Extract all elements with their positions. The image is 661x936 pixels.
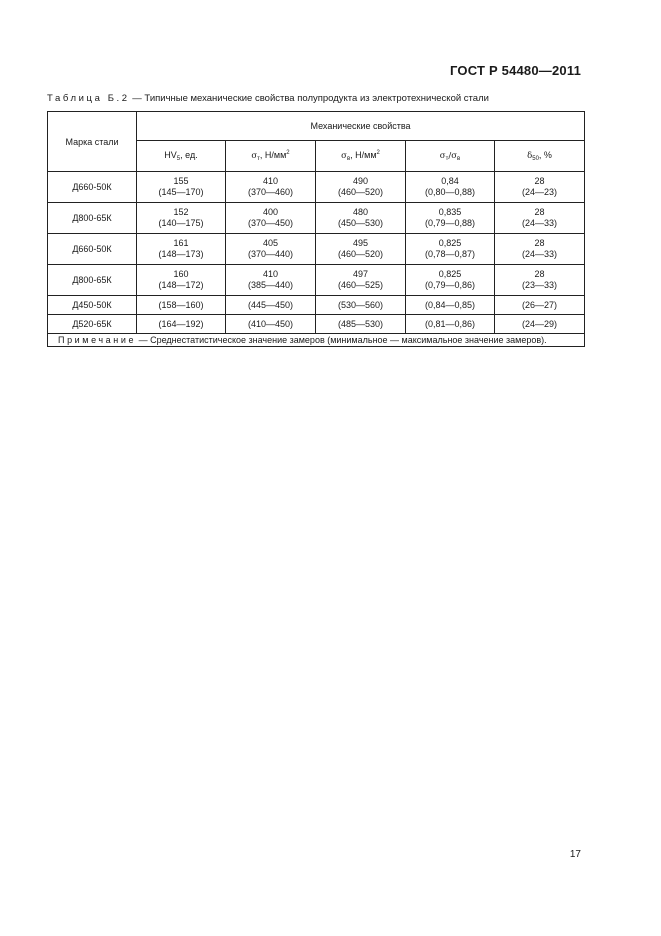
value-cell (495, 234, 585, 265)
value-range: (460—520) (337, 187, 384, 197)
page-number: 17 (569, 849, 581, 860)
typical-value: 410 (262, 269, 279, 279)
value-cell (406, 265, 495, 296)
value-range: (460—520) (337, 249, 384, 259)
typical-value: 410 (262, 176, 279, 186)
value-cell (495, 296, 585, 315)
value-cell (406, 234, 495, 265)
value-cell (226, 203, 316, 234)
value-range: (410—450) (247, 318, 294, 329)
typical-value: 495 (352, 238, 369, 248)
typical-value: 161 (173, 238, 189, 248)
value-cell (137, 265, 226, 296)
value-range: (370—450) (247, 218, 294, 228)
value-range: (445—450) (247, 299, 294, 310)
value-range: (530—560) (337, 299, 384, 310)
value-range: (0,81—0,86) (424, 318, 476, 329)
table-row (48, 315, 585, 334)
typical-value: 28 (534, 207, 545, 217)
value-range: (0,80—0,88) (424, 187, 476, 197)
typical-value: 28 (534, 176, 545, 186)
value-range: (0,84—0,85) (424, 299, 476, 310)
value-cell (226, 234, 316, 265)
table-row (48, 172, 585, 203)
typical-value: 0,825 (438, 238, 462, 248)
value-range: (26—27) (522, 299, 558, 310)
table-body (48, 172, 585, 334)
table-note-text: — Среднестатистическое значение замеров (минимальное — максимальное значение замеров). (136, 335, 547, 345)
typical-value: 497 (352, 269, 369, 279)
table-note (48, 334, 585, 347)
table-caption (47, 93, 489, 104)
value-cell (406, 203, 495, 234)
steel-grade-cell: Д660-50К (48, 172, 137, 203)
value-cell (316, 234, 406, 265)
typical-value: 405 (262, 238, 279, 248)
column-header-yield-strength: $\sigma_т$, $Н/мм^2$ (226, 141, 316, 172)
value-range: (0,79—0,86) (424, 280, 476, 290)
value-cell (495, 203, 585, 234)
typical-value: 0,825 (438, 269, 462, 279)
value-cell (137, 172, 226, 203)
column-header-yield-ratio: $\sigma_т/\sigma_в$ (406, 141, 495, 172)
table-row (48, 234, 585, 265)
typical-value: 28 (534, 269, 545, 279)
steel-grade-cell: Д800-65К (48, 203, 137, 234)
value-range: (24—29) (522, 318, 558, 329)
table-row (48, 265, 585, 296)
value-cell (495, 315, 585, 334)
value-range: (148—173) (158, 249, 204, 259)
value-range: (140—175) (158, 218, 204, 228)
value-cell (406, 296, 495, 315)
value-range: (158—160) (158, 299, 204, 310)
value-range: (148—172) (158, 280, 204, 290)
typical-value: 490 (352, 176, 369, 186)
value-range: (370—460) (247, 187, 294, 197)
value-range: (460—525) (337, 280, 384, 290)
table-row (48, 203, 585, 234)
value-cell (406, 315, 495, 334)
value-cell (316, 296, 406, 315)
typical-value: 152 (173, 207, 189, 217)
table-note-prefix: Примечание (58, 335, 137, 345)
steel-grade-header: Марка стали (48, 112, 137, 172)
value-range: (0,78—0,87) (424, 249, 476, 259)
value-cell (495, 172, 585, 203)
table-caption-prefix: Таблица Б.2 (47, 93, 130, 104)
value-cell (316, 315, 406, 334)
table-caption-text: — Типичные механические свойства полупродукта из электротехнической стали (129, 93, 489, 104)
value-cell (495, 265, 585, 296)
value-cell (226, 265, 316, 296)
mechanical-properties-table (47, 111, 585, 347)
column-header-elongation: $\delta_{50}$, % (495, 141, 585, 172)
table-row (48, 296, 585, 315)
value-cell (316, 203, 406, 234)
value-cell (137, 315, 226, 334)
typical-value: 28 (534, 238, 545, 248)
value-range: (145—170) (158, 187, 204, 197)
value-cell (226, 315, 316, 334)
value-cell (316, 265, 406, 296)
value-range: (24—23) (522, 187, 558, 197)
typical-value: 400 (262, 207, 279, 217)
value-range: (24—33) (522, 218, 558, 228)
typical-value: 160 (173, 269, 189, 279)
column-header-tensile-strength: $\sigma_в$, $Н/мм^2$ (316, 141, 406, 172)
steel-grade-cell: Д450-50К (48, 296, 137, 315)
value-cell (316, 172, 406, 203)
typical-value: 0,84 (441, 176, 459, 186)
value-cell (226, 296, 316, 315)
document-code: ГОСТ Р 54480—2011 (450, 63, 581, 78)
value-range: (23—33) (522, 280, 558, 290)
value-cell (406, 172, 495, 203)
value-cell (137, 296, 226, 315)
value-range: (24—33) (522, 249, 558, 259)
typical-value: 155 (173, 176, 189, 186)
steel-grade-cell: Д520-65К (48, 315, 137, 334)
typical-value: 480 (352, 207, 369, 217)
value-range: (164—192) (158, 318, 204, 329)
value-range: (370—440) (247, 249, 294, 259)
steel-grade-cell: Д660-50К (48, 234, 137, 265)
value-range: (485—530) (337, 318, 384, 329)
value-cell (226, 172, 316, 203)
value-range: (0,79—0,88) (424, 218, 476, 228)
typical-value: 0,835 (438, 207, 462, 217)
value-cell (137, 234, 226, 265)
column-header-hardness: $HV_5$, ед. (137, 141, 226, 172)
steel-grade-cell: Д800-65К (48, 265, 137, 296)
value-cell (137, 203, 226, 234)
mechanical-properties-header: Механические свойства (137, 112, 585, 141)
value-range: (450—530) (337, 218, 384, 228)
value-range: (385—440) (247, 280, 294, 290)
